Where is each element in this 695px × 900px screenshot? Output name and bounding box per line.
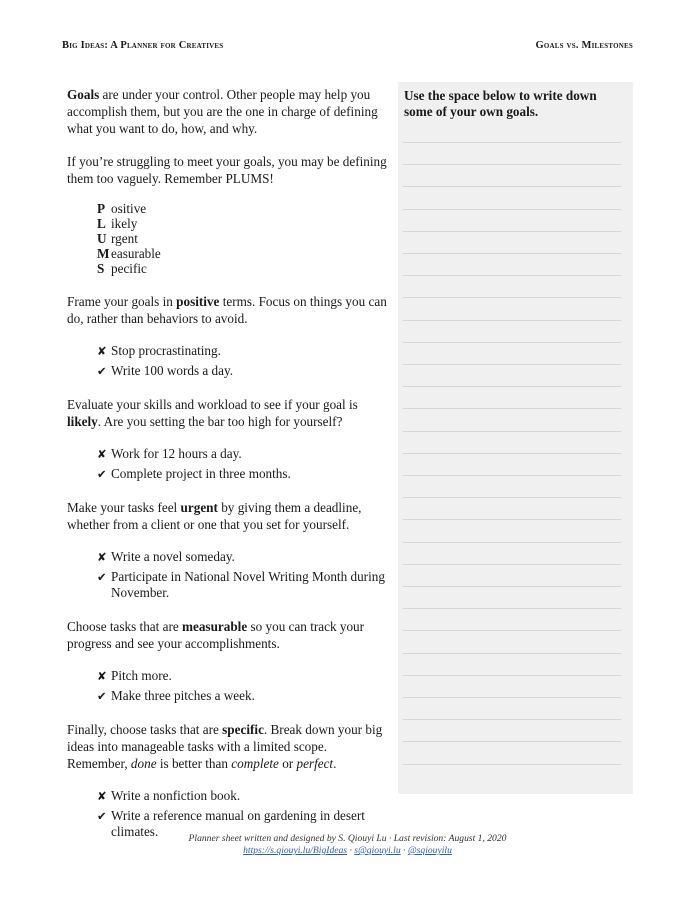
example-text: Stop procrastinating.	[111, 343, 221, 358]
emphasis-done: done	[130, 756, 157, 771]
check-icon: ✔	[97, 364, 107, 378]
example-text: Work for 12 hours a day.	[111, 446, 242, 461]
header-title: Big Ideas: A Planner for Creatives	[62, 40, 224, 51]
cross-icon: ✘	[97, 789, 107, 803]
goals-bold: Goals	[67, 87, 100, 102]
goals-writing-panel[interactable]	[398, 82, 633, 794]
check-icon: ✔	[97, 809, 107, 823]
cross-icon: ✘	[97, 344, 107, 358]
example-text: Complete project in three months.	[111, 466, 291, 481]
example-text: Make three pitches a week.	[111, 688, 255, 703]
writing-line[interactable]	[403, 342, 621, 343]
good-example	[97, 363, 389, 379]
text: is better than	[156, 756, 232, 771]
writing-line[interactable]	[403, 209, 621, 210]
example-text: Write a novel someday.	[111, 549, 235, 564]
writing-line[interactable]	[403, 675, 621, 676]
good-example	[97, 569, 389, 601]
text: by giving them a deadline, whether from a client or one that you set for yourself.	[67, 500, 362, 532]
keyword-specific: specific	[222, 722, 264, 737]
writing-line[interactable]	[403, 142, 621, 143]
measurable-examples	[97, 668, 389, 704]
writing-line[interactable]	[403, 164, 621, 165]
email-link[interactable]: s@qiouyi.lu	[354, 845, 401, 856]
writing-line[interactable]	[403, 497, 621, 498]
writing-line[interactable]	[403, 364, 621, 365]
specific-paragraph	[67, 721, 389, 772]
plums-letter: L	[97, 216, 106, 231]
measurable-paragraph	[67, 618, 389, 652]
example-text: Write 100 words a day.	[111, 363, 234, 378]
header-section: Goals vs. Milestones	[535, 40, 633, 51]
example-text: Participate in National Novel Writing Month during November.	[111, 569, 385, 600]
text: so you can track your progress and see your accomplishments.	[67, 619, 365, 651]
writing-line[interactable]	[403, 764, 621, 765]
bad-example	[97, 549, 389, 565]
bad-example	[97, 668, 389, 684]
plums-letter: S	[97, 261, 105, 276]
check-icon: ✔	[97, 570, 107, 584]
plums-letter: U	[97, 231, 107, 246]
social-link[interactable]: @sqiouyilu	[407, 845, 452, 856]
text: or	[278, 756, 297, 771]
writing-line[interactable]	[403, 586, 621, 587]
writing-prompt: Use the space below to write down some of your own goals.	[404, 88, 597, 119]
good-example	[97, 688, 389, 704]
separator: ·	[347, 845, 355, 856]
plums-word: easurable	[111, 246, 161, 261]
intro-paragraph-1	[67, 86, 389, 137]
likely-examples	[97, 446, 389, 482]
plums-row	[97, 201, 389, 216]
main-content	[67, 86, 389, 857]
writing-line[interactable]	[403, 186, 621, 187]
plums-word: ikely	[111, 216, 138, 231]
text: Choose tasks that are	[67, 619, 182, 634]
keyword-positive: positive	[176, 294, 220, 309]
positive-paragraph	[67, 293, 389, 327]
writing-line[interactable]	[403, 386, 621, 387]
plums-word: ositive	[111, 201, 147, 216]
writing-line[interactable]	[403, 608, 621, 609]
footer-credit: Planner sheet written and designed by S. Qiouyi Lu · Last revision: August 1, 2020	[188, 833, 507, 844]
writing-line[interactable]	[403, 542, 621, 543]
text: .	[333, 756, 337, 771]
bad-example	[97, 343, 389, 359]
writing-line[interactable]	[403, 408, 621, 409]
cross-icon: ✘	[97, 447, 107, 461]
writing-line[interactable]	[403, 320, 621, 321]
plums-word: rgent	[111, 231, 138, 246]
example-text: Write a reference manual on gardening in desert climates.	[111, 808, 365, 839]
footer-links	[0, 845, 695, 857]
text: terms. Focus on things you can do, rather than behaviors to avoid.	[67, 294, 387, 326]
cross-icon: ✘	[97, 550, 107, 564]
writing-line[interactable]	[403, 231, 621, 232]
website-link[interactable]: https://s.qiouyi.lu/BigIdeas	[243, 845, 348, 856]
writing-line[interactable]	[403, 297, 621, 298]
text: Evaluate your skills and workload to see if your goal is	[67, 397, 358, 412]
writing-line[interactable]	[403, 653, 621, 654]
likely-paragraph	[67, 396, 389, 430]
intro-text: are under your control. Other people may help you accomplish them, but you are the one in charge of defining what you want to do, how, and why.	[67, 87, 378, 136]
writing-line[interactable]	[403, 564, 621, 565]
plums-acronym	[97, 201, 389, 276]
plums-letter: M	[97, 246, 110, 261]
bad-example	[97, 788, 389, 804]
urgent-examples	[97, 549, 389, 601]
writing-line[interactable]	[403, 253, 621, 254]
emphasis-complete: complete	[231, 756, 279, 771]
positive-examples	[97, 343, 389, 379]
plums-row	[97, 261, 389, 276]
keyword-measurable: measurable	[182, 619, 248, 634]
emphasis-perfect: perfect	[296, 756, 334, 771]
writing-line[interactable]	[403, 475, 621, 476]
intro-paragraph-2: If you’re struggling to meet your goals, you may be defining them too vaguely. Remember PLUMS!	[67, 154, 387, 186]
text: Frame your goals in	[67, 294, 177, 309]
keyword-likely: likely	[67, 414, 98, 429]
plums-row	[97, 246, 389, 261]
plums-word: pecific	[111, 261, 147, 276]
bad-example	[97, 446, 389, 462]
text: Finally, choose tasks that are	[67, 722, 223, 737]
keyword-urgent: urgent	[180, 500, 218, 515]
writing-line[interactable]	[403, 719, 621, 720]
cross-icon: ✘	[97, 669, 107, 683]
plums-letter: P	[97, 201, 106, 216]
separator: ·	[400, 845, 408, 856]
writing-line[interactable]	[403, 431, 621, 432]
example-text: Write a nonfiction book.	[111, 788, 241, 803]
writing-line[interactable]	[403, 519, 621, 520]
text: . Are you setting the bar too high for yourself?	[97, 414, 343, 429]
plums-row	[97, 231, 389, 246]
text: Make your tasks feel	[67, 500, 181, 515]
page-footer	[0, 833, 695, 857]
check-icon: ✔	[97, 467, 107, 481]
page-header	[62, 40, 633, 51]
writing-line[interactable]	[403, 275, 621, 276]
check-icon: ✔	[97, 689, 107, 703]
example-text: Pitch more.	[111, 668, 172, 683]
writing-line[interactable]	[403, 630, 621, 631]
urgent-paragraph	[67, 499, 389, 533]
good-example	[97, 466, 389, 482]
text: . Break down your big ideas into manageable tasks with a limited scope. Remember,	[67, 722, 383, 771]
writing-line[interactable]	[403, 697, 621, 698]
writing-line[interactable]	[403, 741, 621, 742]
writing-line[interactable]	[403, 453, 621, 454]
plums-row	[97, 216, 389, 231]
